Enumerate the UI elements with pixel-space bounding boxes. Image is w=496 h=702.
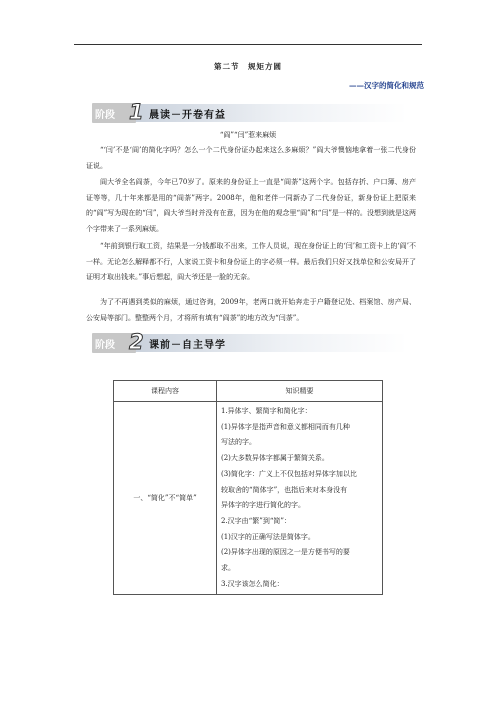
stage2-badge-text: 阶段 [95, 340, 115, 351]
knowledge-line: 1.异体字、繁简字和简化字： [221, 407, 312, 415]
knowledge-line: 求。 [221, 564, 235, 573]
table-header-knowledge: 知识精要 [217, 381, 383, 402]
knowledge-line: (1)异体字是指声音和意义都相同而有几种 [221, 422, 350, 431]
table-row-content [217, 402, 383, 595]
section-title: 第二节 规矩方圆 [214, 62, 282, 71]
knowledge-line: (2)异体字出现的原因之一是方便书写的要 [221, 548, 350, 557]
knowledge-line: 写法的字。 [221, 438, 256, 447]
story-title: “阎”“闫”惹来麻烦 [219, 131, 277, 139]
knowledge-line: 3.汉字该怎么简化： [221, 579, 284, 588]
table-header-row [114, 381, 383, 402]
story-paragraph-2: 阎大爷全名阎荼，今年已70岁了。原来的身份证上一直是“阎荼”这两个字。包括存折、户口簿、房产证等等，几十年来都是用的“阎荼”两字。2008年，他和老伴一同新办了二代身份证，新身份证上把原来的“阎”写为现在的“闫”，阎大爷当时并没有在意，因为在他的观念里“阎”和“闫”是一样的。没想到就是这两个字带来了一系列麻烦。 [86, 178, 416, 233]
stage2-number: 2 [129, 330, 144, 354]
stage2-title: 课前－自主导学 [149, 340, 226, 351]
stage1-banner [92, 100, 407, 124]
table-header-content: 课程内容 [114, 381, 217, 402]
knowledge-line: 较取舍的“简体字”，也指后来对本身没有 [221, 485, 348, 494]
header-rule [74, 44, 422, 45]
knowledge-line: 异体字的字进行简化的字。 [221, 501, 305, 510]
knowledge-line: (2)大多数异体字都属于繁简关系。 [221, 454, 329, 463]
story-paragraph-4: 为了不再遇到类似的麻烦，通过咨询，2009年，老两口就开始奔走于户籍登记处、档案馆、房产局、公安局等部门。整整两个月，才将所有填有“阎荼”的地方改为“闫荼”。 [86, 298, 416, 322]
knowledge-line: (1)汉字的正确写法是简体字。 [221, 532, 315, 541]
stage2-banner [92, 330, 407, 354]
stage1-number: 1 [129, 100, 144, 124]
knowledge-line: (3)简化字：广义上不仅包括对异体字加以比 [221, 469, 357, 478]
stage1-title: 晨读－开卷有益 [149, 110, 226, 121]
knowledge-line: 2.汉字由“繁”到“简”： [221, 516, 291, 525]
table-row-label: 一、“简化”不“简单” [114, 402, 217, 595]
table-row [114, 402, 383, 595]
section-subtitle: ——汉字的简化和规范 [349, 81, 424, 90]
lesson-table [113, 380, 383, 595]
story-paragraph-1: “‘闫’不是‘阎’的简化字吗？怎么一个二代身份证办起来这么多麻烦？”阎大爷懊恼地拿着一张二代身份证说。 [86, 146, 416, 170]
stage1-badge-text: 阶段 [95, 110, 115, 121]
story-paragraph-3: “年前到银行取工资，结果是一分钱都取不出来，工作人员说，现在身份证上的‘闫’和工资卡上的‘阎’不一样。无论怎么解释都不行，人家说工资卡和身份证上的字必须一样。最后我们只好又找单位和公安局开了证明才取出钱来。”事后想起，阎大爷还是一脸的无奈。 [86, 242, 416, 282]
